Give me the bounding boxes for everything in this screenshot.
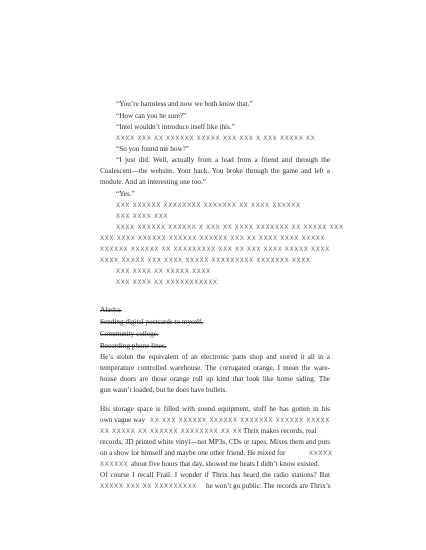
redacted-line: XXXXXX XXXXXX XX XXXXXXXXX XXX XX XXX XXXX XXXXX XXXX (100, 246, 330, 253)
paragraph-line: He’s stolen the equivalent of an electronic parts shop and stored it all in a (100, 353, 330, 361)
redacted-line: XXX XXXX XXXXXX XXXXXX XXXXXX XXX XX XXXX XXXX XXXXX (100, 235, 326, 242)
paragraph-line: house doors are those orange roll up kind that look like home siding. The (100, 375, 330, 383)
redacted-line: XX XXXXX XX XXXXXX XXXXXXXX XX XX (100, 428, 243, 435)
paragraph-line: Of course I recall Frail. I wonder if Thrix has heard the radio stations? But (100, 471, 330, 479)
paragraph-line: gun wasn’t loaded, but he does have bullets. (100, 386, 228, 394)
redacted-line: XXXXX (309, 450, 333, 457)
dialogue-line: “So you found me how?” (116, 145, 190, 153)
redacted-line: XXX XXXXXX XXXXXXXX XXXXXXX XX XXXX XXXXXX (116, 202, 301, 209)
redacted-line: XXX XXXX XXX (116, 213, 169, 220)
redacted-line: XXX XXXX XX XXXXX XXXX (116, 268, 211, 275)
struck-list-item: Alaska. (100, 306, 122, 314)
redacted-line: XXXX XXXXX XXX XXXX XXXXX XXXXXXXXX XXXXXXX XXXX (100, 257, 311, 264)
paragraph-line: His storage space is filled with sound equipment, stuff he has gotten in his (100, 405, 330, 413)
paragraph-line: “I just did. Well, actually from a lead from a friend and through the (116, 156, 330, 164)
paragraph-line: records, 3D printed white vinyl—not MP3s, CDs or tapes. Mixes them and puts (100, 438, 330, 446)
redacted-line: XXXX XXXXXX XXXXXX X XXX XX XXXX XXXXXXX XX XXXXX XXX (116, 224, 344, 231)
redacted-line: XX XXX XXXXXX XXXXXX XXXXXXX XXXXXX XXXXX (150, 417, 330, 424)
dialogue-line: “Intel wouldn’t introduce itself like this.” (116, 123, 235, 131)
paragraph-line: Thrix makes records, real (243, 427, 317, 435)
paragraph-line: own vague way (100, 416, 146, 424)
struck-list-item: Community college. (100, 330, 159, 338)
dialogue-line: “How can you be sure?” (116, 112, 187, 120)
redacted-line: XXXXXX (100, 461, 129, 468)
struck-list-item: Recording phone lines. (100, 342, 167, 350)
paragraph-line: Coalescent—the website. Your hack. You broke through the game and left a (100, 167, 330, 175)
paragraph-line: temperature controlled warehouse. The corrugated orange, I mean the ware- (100, 364, 330, 372)
paragraph-line: module. And an interesting one too.” (100, 178, 206, 186)
redacted-line: XXXXX XXX XX XXXXXXXXX (100, 483, 198, 490)
paragraph-line: he won’t go public. The records are Thrix’s (206, 482, 331, 490)
struck-list-item: Sending digital postcards to myself. (100, 318, 204, 326)
redacted-line: XXXX XXX XX XXXXXX XXXXX XXX XXX X XXX XXXXX XX (116, 135, 316, 142)
paragraph-line: about five hours that day, showed me beats I didn’t know existed. (131, 460, 320, 468)
paragraph-line: on a show for himself and maybe one other friend. He mixed for (100, 449, 286, 457)
dialogue-line: “Yes.” (116, 190, 135, 198)
redacted-line: XXX XXXX XX XXXXXXXXXXX (116, 279, 218, 286)
dialogue-line: “You’re harmless and now we both know that.” (116, 100, 253, 108)
